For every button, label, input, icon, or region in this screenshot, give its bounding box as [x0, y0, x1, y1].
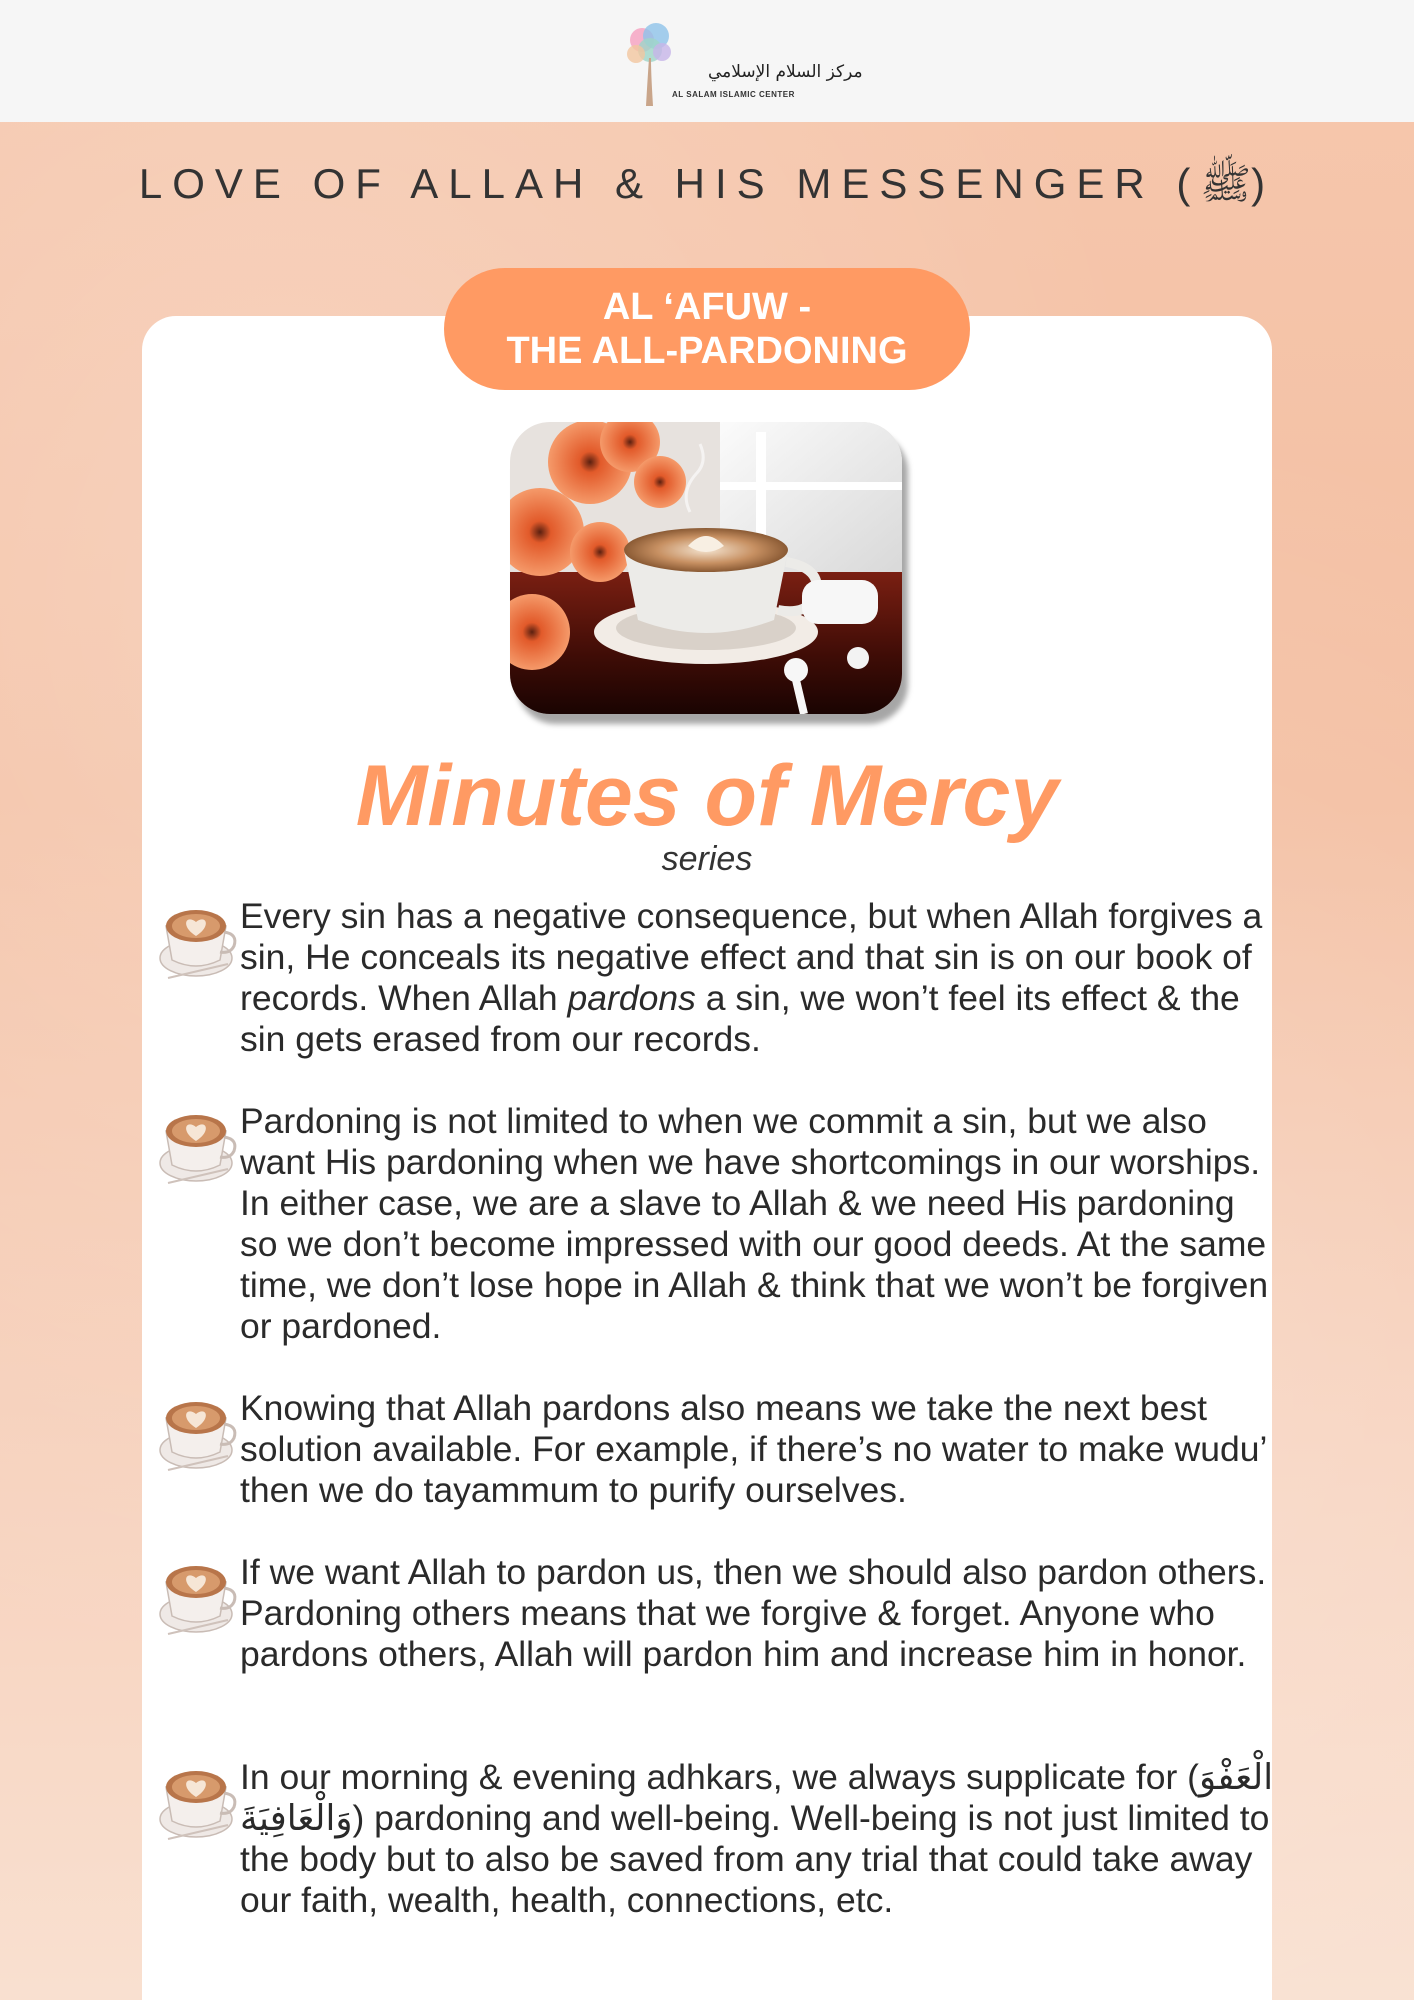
- series-subtitle: series: [661, 840, 753, 878]
- point-text-before: Every sin has a negative consequence, but when Allah forgives a sin, He conceals its negative effect and that sin is on our book of records. When Allah: [240, 896, 1263, 1018]
- coffee-cup-heart-icon: [158, 1390, 238, 1474]
- name-badge-line-2: THE ALL-PARDONING: [506, 330, 908, 372]
- point-text: If we want Allah to pardon us, then we should also pardon others. Pardoning others means that we forgive & forget. Anyone who pardons others, Allah will pardon him and increase him in honor.: [240, 1552, 1267, 1674]
- minutes-of-mercy-title: Minutes of Mercy: [355, 748, 1059, 844]
- coffee-cup-heart-icon: [158, 1759, 238, 1843]
- coffee-cup-heart-icon: [158, 898, 238, 982]
- center-logo[interactable]: [620, 18, 863, 112]
- coffee-cup-heart-icon: [158, 1103, 238, 1187]
- logo-english-text: AL SALAM ISLAMIC CENTER: [672, 90, 795, 99]
- coffee-cup-image: [510, 422, 902, 714]
- point-text: [240, 896, 1276, 1060]
- series-title: LOVE OF ALLAH & HIS MESSENGER (ﷺ): [138, 160, 1276, 207]
- top-bar: [0, 0, 1414, 122]
- tree-logo-icon: [620, 18, 680, 112]
- coffee-cup-heart-icon: [158, 1554, 238, 1638]
- point-text-after: a sin, we won’t feel its effect & the sin gets erased from our records.: [240, 978, 1240, 1059]
- name-badge-line-1: AL ‘AFUW -: [602, 286, 812, 328]
- point-text: In our morning & evening adhkars, we always supplicate for (الْعَفْوَ وَالْعَافِيَةَ) pardoning and well-being. Well-being is not just limited to the body but to also be saved from any trial that could take away our faith, wealth, health, connections, etc.: [240, 1757, 1274, 1920]
- point-text-emphasis: pardons: [567, 978, 696, 1018]
- point-text: Knowing that Allah pardons also means we take the next best solution available. For example, if there’s no water to make wudu’ then we do tayammum to purify ourselves.: [240, 1388, 1267, 1510]
- name-badge: [444, 268, 970, 390]
- logo-arabic-text: مركز السلام الإسلامي: [708, 62, 863, 82]
- point-text: Pardoning is not limited to when we commit a sin, but we also want His pardoning when we have shortcomings in our worships. In either case, we are a slave to Allah & we need His pardoning so we don’t become impressed with our good deeds. At the same time, we don’t lose hope in Allah & think that we won’t be forgiven or pardoned.: [240, 1101, 1269, 1346]
- coffee-photo: [510, 422, 902, 714]
